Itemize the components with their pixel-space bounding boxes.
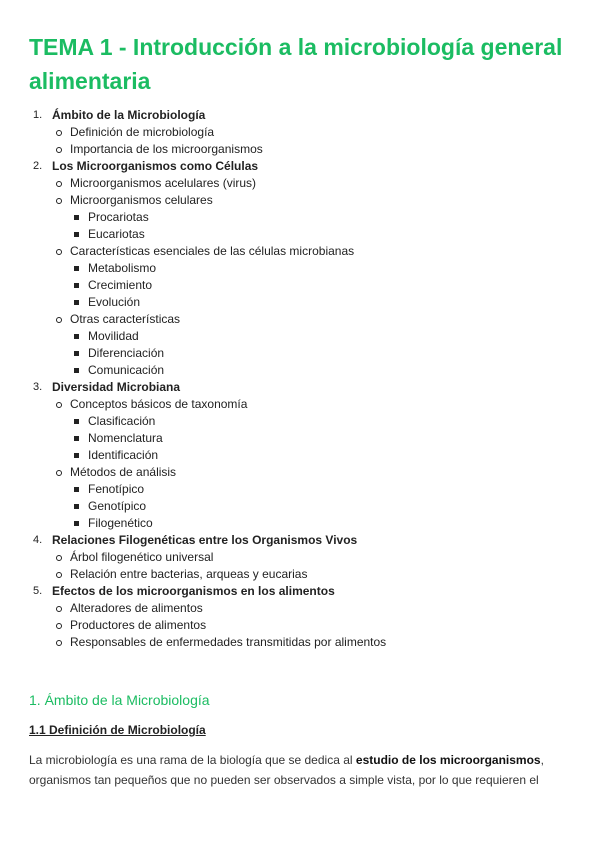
toc-subitem <box>0 311 600 328</box>
paragraph-text-end: , organismos tan pequeños que no pueden ser observados a simple vista, por lo que requieren el <box>29 753 544 787</box>
square-bullet-icon <box>74 215 79 220</box>
hollow-bullet-icon <box>56 606 62 612</box>
hollow-bullet-icon <box>56 130 62 136</box>
toc-subsubitem-label: Clasificación <box>88 414 156 428</box>
toc-item-number: 2. <box>33 160 43 172</box>
toc-item-number: 1. <box>33 109 43 121</box>
square-bullet-icon <box>74 504 79 509</box>
toc-item-label: Los Microorganismos como Células <box>52 159 259 173</box>
toc-subsubitem-label: Fenotípico <box>88 482 145 496</box>
subsection-heading: 1.1 Definición de Microbiología <box>29 723 206 737</box>
toc-subsubitem <box>0 515 600 532</box>
toc-subsubitem-label: Identificación <box>88 448 159 462</box>
toc-subitem-label: Relación entre bacterias, arqueas y eucarias <box>70 567 308 581</box>
hollow-bullet-icon <box>56 317 62 323</box>
toc-item <box>0 583 600 600</box>
toc-item-number: 3. <box>33 381 43 393</box>
square-bullet-icon <box>74 453 79 458</box>
document-title: TEMA 1 - Introducción a la microbiología general alimentaria <box>29 34 563 94</box>
hollow-bullet-icon <box>56 572 62 578</box>
toc-subsubitem <box>0 447 600 464</box>
square-bullet-icon <box>74 232 79 237</box>
section-heading: 1. Ámbito de la Microbiología <box>29 692 210 708</box>
toc-subsubitem-label: Movilidad <box>88 329 139 343</box>
toc-subsubitem-label: Diferenciación <box>88 346 165 360</box>
toc-subsubitem-label: Filogenético <box>88 516 153 530</box>
toc-item-label: Efectos de los microorganismos en los alimentos <box>52 584 335 598</box>
toc-subitem <box>0 464 600 481</box>
square-bullet-icon <box>74 487 79 492</box>
toc-subitem <box>0 396 600 413</box>
toc-subitem <box>0 124 600 141</box>
toc-subitem-label: Productores de alimentos <box>70 618 207 632</box>
toc-item <box>0 107 600 124</box>
toc-subitem-label: Alteradores de alimentos <box>70 601 203 615</box>
toc-item-label: Relaciones Filogenéticas entre los Organismos Vivos <box>52 533 358 547</box>
toc-item-label: Diversidad Microbiana <box>52 380 181 394</box>
toc-subsubitem <box>0 413 600 430</box>
square-bullet-icon <box>74 334 79 339</box>
toc-subsubitem <box>0 481 600 498</box>
hollow-bullet-icon <box>56 402 62 408</box>
toc-subitem-label: Métodos de análisis <box>70 465 177 479</box>
toc-subsubitem <box>0 328 600 345</box>
toc-subitem <box>0 634 600 651</box>
toc-subsubitem-label: Evolución <box>88 295 141 309</box>
toc-subitem <box>0 566 600 583</box>
toc-subsubitem-label: Nomenclatura <box>88 431 163 445</box>
toc-subitem <box>0 192 600 209</box>
toc-subsubitem-label: Metabolismo <box>88 261 157 275</box>
toc-item-label: Ámbito de la Microbiología <box>52 108 206 122</box>
toc-subitem <box>0 600 600 617</box>
toc-subitem <box>0 617 600 634</box>
square-bullet-icon <box>74 521 79 526</box>
hollow-bullet-icon <box>56 198 62 204</box>
toc-subitem-label: Microorganismos celulares <box>70 193 213 207</box>
toc-subsubitem <box>0 294 600 311</box>
toc-subsubitem <box>0 226 600 243</box>
toc-subitem-label: Árbol filogenético universal <box>70 550 214 564</box>
square-bullet-icon <box>74 266 79 271</box>
toc-subsubitem <box>0 260 600 277</box>
toc-subsubitem <box>0 430 600 447</box>
toc-subsubitem <box>0 277 600 294</box>
toc-subitem-label: Responsables de enfermedades transmitidas por alimentos <box>70 635 387 649</box>
toc-subsubitem-label: Genotípico <box>88 499 147 513</box>
toc-item <box>0 532 600 549</box>
toc-subitem <box>0 549 600 566</box>
square-bullet-icon <box>74 351 79 356</box>
hollow-bullet-icon <box>56 623 62 629</box>
paragraph-text-start: La microbiología es una rama de la biología que se dedica al <box>29 753 356 767</box>
hollow-bullet-icon <box>56 249 62 255</box>
toc-subitem <box>0 141 600 158</box>
toc-subitem <box>0 175 600 192</box>
toc-subsubitem-label: Eucariotas <box>88 227 145 241</box>
hollow-bullet-icon <box>56 555 62 561</box>
toc-subsubitem <box>0 362 600 379</box>
toc-subsubitem <box>0 498 600 515</box>
hollow-bullet-icon <box>56 640 62 646</box>
toc-subitem <box>0 243 600 260</box>
toc-subsubitem <box>0 209 600 226</box>
toc-subitem-label: Características esenciales de las células microbianas <box>70 244 355 258</box>
toc-item <box>0 158 600 175</box>
square-bullet-icon <box>74 300 79 305</box>
toc-subitem-label: Definición de microbiología <box>70 125 215 139</box>
toc-item <box>0 379 600 396</box>
hollow-bullet-icon <box>56 470 62 476</box>
square-bullet-icon <box>74 283 79 288</box>
toc-subsubitem <box>0 345 600 362</box>
toc-subitem-label: Importancia de los microorganismos <box>70 142 263 156</box>
hollow-bullet-icon <box>56 147 62 153</box>
toc-subsubitem-label: Crecimiento <box>88 278 153 292</box>
toc-subitem-label: Otras características <box>70 312 181 326</box>
paragraph-bold-term: estudio de los microorganismos <box>355 753 541 767</box>
square-bullet-icon <box>74 436 79 441</box>
table-of-contents <box>0 107 600 651</box>
toc-item-number: 4. <box>33 534 43 546</box>
square-bullet-icon <box>74 368 79 373</box>
body-paragraph <box>29 750 577 790</box>
toc-item-number: 5. <box>33 585 43 597</box>
toc-subsubitem-label: Comunicación <box>88 363 165 377</box>
toc-subitem-label: Conceptos básicos de taxonomía <box>70 397 248 411</box>
toc-subitem-label: Microorganismos acelulares (virus) <box>70 176 257 190</box>
square-bullet-icon <box>74 419 79 424</box>
toc-subsubitem-label: Procariotas <box>88 210 149 224</box>
hollow-bullet-icon <box>56 181 62 187</box>
